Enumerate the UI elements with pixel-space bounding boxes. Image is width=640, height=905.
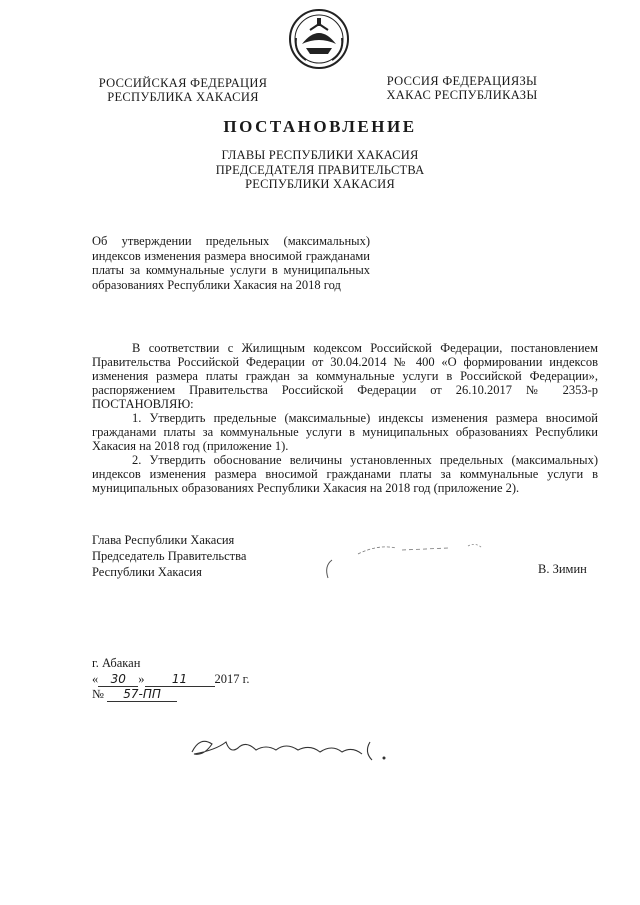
header-left-line-2: РЕСПУБЛИКА ХАКАСИЯ <box>107 90 259 104</box>
subtitle-line-1: ГЛАВЫ РЕСПУБЛИКИ ХАКАСИЯ <box>221 148 419 162</box>
signatory-line-3: Республики Хакасия <box>92 565 202 579</box>
date-year: 2017 г. <box>214 672 250 686</box>
signatory-line-2: Председатель Правительства <box>92 549 247 563</box>
date-month: 11 <box>145 672 215 687</box>
body-paragraph-preamble: В соответствии с Жилищным кодексом Российской Федерации, постановлением Правительства Российской Федерации от 30.04.2014 № 400 «О формировании индексов изменения размера платы граждан за коммунальные услуги в Российской Федерации», распоряжением Правительства Российской Федерации от 26.10.2017 № 2353-р ПОСТАНОВЛЯЮ: <box>92 341 598 411</box>
document-date <box>92 672 249 687</box>
header-right-line-2: ХАКАС РЕСПУБЛИКАЗЫ <box>386 88 538 102</box>
header-left <box>88 76 278 104</box>
date-close-quote: » <box>138 672 145 686</box>
header-left-line-1: РОССИЙСКАЯ ФЕДЕРАЦИЯ <box>98 76 268 90</box>
header-right-line-1: РОССИЯ ФЕДЕРАЦИЯЗЫ <box>386 74 538 88</box>
handwritten-approval-mark <box>186 730 400 764</box>
document-title: ПОСТАНОВЛЕНИЕ <box>223 117 417 136</box>
body-paragraph-item-1: 1. Утвердить предельные (максимальные) индексы изменения размера вносимой гражданами платы за коммунальные услуги в муниципальных образованиях Республики Хакасия на 2018 год (приложение 1). <box>92 411 598 453</box>
number-prefix: № <box>92 687 104 701</box>
document-body <box>92 341 598 495</box>
signatory-name: В. Зимин <box>538 562 587 576</box>
subtitle-line-3: РЕСПУБЛИКИ ХАКАСИЯ <box>245 177 395 191</box>
signatory-title <box>92 532 246 580</box>
handwritten-signature <box>318 536 498 580</box>
document-subtitle <box>0 148 640 192</box>
document-subject: Об утверждении предельных (максимальных) индексов изменения размера вносимой гражданами платы за коммунальные услуги в муниципальных образованиях Республики Хакасия на 2018 год <box>92 234 370 292</box>
date-day: 30 <box>98 672 138 687</box>
date-open-quote: « <box>92 672 99 686</box>
header-right <box>374 74 550 102</box>
subtitle-line-2: ПРЕДСЕДАТЕЛЯ ПРАВИТЕЛЬСТВА <box>215 162 425 177</box>
coat-of-arms-icon <box>288 8 350 70</box>
body-paragraph-item-2: 2. Утвердить обоснование величины установленных предельных (максимальных) индексов изменения размера вносимой гражданами платы за коммунальные услуги в муниципальных образованиях Республики Хакасия на 2018 год (приложение 2). <box>92 453 598 495</box>
document-number <box>92 687 177 702</box>
signatory-line-1: Глава Республики Хакасия <box>92 533 235 547</box>
number-value: 57-ПП <box>107 687 177 702</box>
city: г. Абакан <box>92 656 141 670</box>
